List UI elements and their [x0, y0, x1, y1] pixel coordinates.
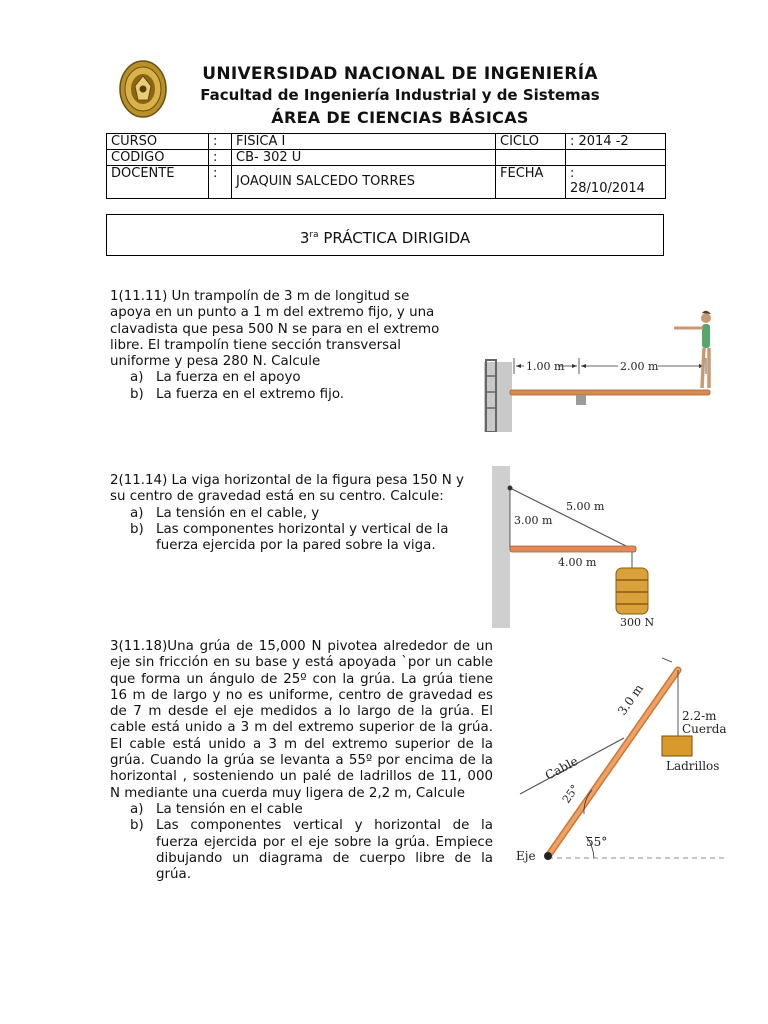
horizontal-beam: [510, 546, 636, 552]
beam-length-label: 4.00 m: [558, 556, 597, 569]
item-text: La tensión en el cable: [156, 801, 303, 817]
dim-1m-label: 1.00 m: [526, 360, 565, 373]
docente-label: DOCENTE: [107, 166, 209, 199]
list-item: [110, 818, 493, 883]
cable-label: Cable: [542, 753, 581, 783]
pool-wall: [484, 362, 512, 432]
list-item: [110, 802, 493, 818]
problem-3-statement: 3(11.18)Una grúa de 15,000 N pivotea alrededor de un eje sin fricción en su base y está apoyada `por un cable que forma un ángulo de 25º con la grúa. La grúa tiene 16 m de largo y no es uniforme, centro de gravedad es de 7 m desde el eje medidos a lo largo de la grúa. El cable está unido a 3 m del extremo superior de la grúa. El cable está unido a 3 m del extremo superior de la grúa. Cuando la grúa se levanta a 55º por encima de la horizontal , sosteniendo un palé de ladrillos de 11, 000 N mediante una cuerda muy ligera de 2,2 m, Calcule: [110, 639, 493, 801]
diving-board: [510, 390, 710, 395]
codigo-separator: :: [209, 150, 232, 166]
docente-value: JOAQUIN SALCEDO TORRES: [236, 174, 415, 189]
problem-1-statement: 1(11.11) Un trampolín de 3 m de longitud se apoya en un punto a 1 m del extremo fijo, y una clavadista que pesa 500 N se para en el extremo libre. El trampolín tiene sección transversal uniforme y pesa 280 N. Calcule: [110, 289, 440, 370]
item-label: a): [130, 370, 144, 386]
board-support: [576, 395, 586, 405]
problem-2-statement: 2(11.14) La viga horizontal de la figura pesa 150 N y su centro de gravedad está en su centro. Calcule:: [110, 473, 464, 505]
item-text: La tensión en el cable, y: [156, 505, 320, 521]
list-item: [110, 522, 470, 555]
codigo-value: CB- 302 U: [232, 150, 496, 166]
item-label: b): [130, 386, 144, 402]
title-text: PRÁCTICA DIRIGIDA: [318, 229, 471, 247]
dim-2m-label: 2.00 m: [620, 360, 659, 373]
curso-separator: :: [209, 134, 232, 150]
hanging-load-icon: [616, 568, 648, 614]
docente-separator: :: [209, 166, 232, 199]
pivot-axis: [544, 852, 552, 860]
practice-title: [106, 214, 664, 256]
load-label: 300 N: [620, 616, 655, 628]
diving-board-figure: [484, 304, 716, 432]
item-label: b): [130, 521, 144, 537]
problem-2: [110, 473, 470, 554]
bricks-label: Ladrillos: [666, 759, 720, 773]
crane-length-label: 3.0 m: [614, 681, 647, 718]
course-info-table: [106, 133, 666, 199]
ciclo-value: : 2014 -2: [566, 134, 666, 150]
axis-label: Eje: [516, 849, 536, 863]
table-row: [107, 166, 666, 199]
list-item: [110, 370, 450, 386]
item-label: a): [130, 505, 144, 521]
fecha-label: FECHA: [496, 166, 566, 199]
curso-value: FISICA I: [232, 134, 496, 150]
empty-cell: [496, 150, 566, 166]
fecha-value: 28/10/2014: [570, 181, 645, 196]
rope-length-label: 2.2-m: [682, 709, 717, 723]
crane-figure: [512, 652, 738, 870]
fecha-separator: :: [570, 166, 575, 181]
empty-cell: [566, 150, 666, 166]
codigo-label: CODIGO: [107, 150, 209, 166]
table-row: [107, 150, 666, 166]
bricks-pallet-icon: [662, 736, 692, 756]
title-superscript: ra: [309, 230, 319, 240]
area-name: ÁREA DE CIENCIAS BÁSICAS: [271, 108, 529, 127]
item-text: La fuerza en el apoyo: [156, 370, 301, 386]
table-row: [107, 134, 666, 150]
fecha-cell: [566, 166, 666, 199]
beam-cable-figure: [492, 466, 662, 628]
item-label: a): [130, 801, 144, 817]
list-item: [110, 506, 470, 522]
problem-3: [110, 639, 493, 883]
list-item: [110, 387, 450, 403]
curso-label: CURSO: [107, 134, 209, 150]
height-label: 3.00 m: [514, 514, 553, 527]
item-label: b): [130, 818, 144, 834]
rope-label: Cuerda: [682, 722, 727, 736]
item-text: La fuerza en el extremo fijo.: [156, 386, 345, 402]
docente-cell: [232, 166, 496, 199]
diver-icon: [674, 311, 711, 388]
crane-angle-label: 55°: [586, 835, 608, 849]
problem-1: [110, 289, 450, 403]
university-name: UNIVERSIDAD NACIONAL DE INGENIERÍA: [202, 64, 598, 84]
item-text: Las componentes horizontal y vertical de la fuerza ejercida por la pared sobre la viga.: [156, 521, 449, 554]
ciclo-label: CICLO: [496, 134, 566, 150]
item-text: Las componentes vertical y horizontal de la fuerza ejercida por el eje sobre la grúa. Empiece dibujando un diagrama de cuerpo libre de la grúa.: [156, 818, 493, 883]
title-number: 3: [299, 229, 310, 247]
faculty-name: Facultad de Ingeniería Industrial y de Sistemas: [200, 86, 600, 104]
cable-length-label: 5.00 m: [566, 500, 605, 513]
wall: [492, 466, 510, 628]
cable-angle-label: 25°: [559, 782, 582, 806]
